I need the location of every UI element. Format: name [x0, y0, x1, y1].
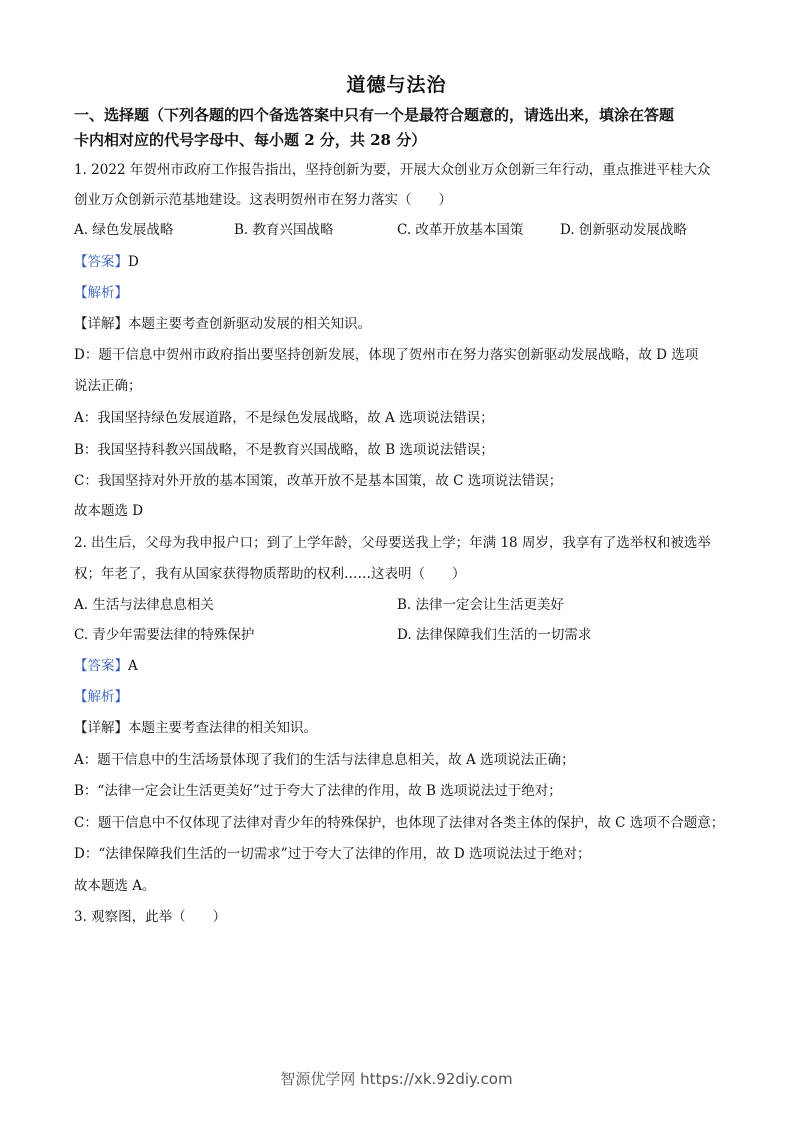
detail-text: 本题主要考查创新驱动发展的相关知识。 [128, 316, 371, 332]
q2-explanation-line: A：题干信息中的生活场景体现了我们的生活与法律息息相关，故 A 选项说法正确； [74, 752, 575, 768]
q1-stem-line-2: 创业万众创新示范基地建设。这表明贺州市在努力落实（ ） [74, 192, 452, 208]
q1-explanation-line: C：我国坚持对外开放的基本国策，改革开放不是基本国策，故 C 选项说法错误； [74, 473, 563, 489]
q2-detail [74, 718, 317, 738]
q2-option-a: A. 生活与法律息息相关 [74, 597, 214, 613]
q2-answer [74, 656, 138, 676]
q1-analysis [74, 283, 128, 303]
section-heading-line-1: 一、选择题（下列各题的四个备选答案中只有一个是最符合题意的，请选出来，填涂在答题 [74, 106, 675, 124]
q1-conclusion: 故本题选 D [74, 503, 144, 519]
q2-explanation-line: D：“法律保障我们生活的一切需求”过于夸大了法律的作用，故 D 选项说法过于绝对； [74, 846, 591, 862]
section-heading-line-2: 卡内相对应的代号字母中、每小题 2 分，共 28 分） [74, 131, 427, 149]
page-title: 道德与法治 [346, 74, 447, 96]
answer-value: D [128, 254, 139, 270]
q2-explanation-line: C：题干信息中不仅体现了法律对青少年的特殊保护，也体现了法律对各类主体的保护，故 C 选项不合题意； [74, 815, 725, 831]
q1-explanation-line: 说法正确； [74, 378, 142, 394]
q1-answer [74, 252, 139, 272]
q1-explanation-line: B：我国坚持科教兴国战略，不是教育兴国战略，故 B 选项说法错误； [74, 442, 494, 458]
analysis-tag: 【解析】 [74, 285, 128, 301]
analysis-tag: 【解析】 [74, 689, 128, 705]
answer-value: A [128, 658, 138, 674]
q2-analysis [74, 687, 128, 707]
q1-option-d: D. 创新驱动发展战略 [560, 222, 687, 238]
q1-detail [74, 314, 371, 334]
answer-tag: 【答案】 [74, 254, 128, 270]
q3-stem-line-1: 3. 观察图，此举（ ） [74, 909, 227, 925]
q1-option-c: C. 改革开放基本国策 [397, 222, 524, 238]
detail-tag: 【详解】 [74, 316, 128, 332]
footer-watermark: 智源优学网 https://xk.92diy.com [280, 1070, 513, 1088]
answer-tag: 【答案】 [74, 658, 128, 674]
q1-option-a: A. 绿色发展战略 [74, 222, 174, 238]
q1-explanation-line: D：题干信息中贺州市政府指出要坚持创新发展，体现了贺州市在努力落实创新驱动发展战略，故 D 选项 [74, 347, 699, 363]
detail-text: 本题主要考查法律的相关知识。 [128, 720, 317, 736]
q2-explanation-line: B：“法律一定会让生活更美好”过于夸大了法律的作用，故 B 选项说法过于绝对； [74, 783, 562, 799]
q2-stem-line-2: 权；年老了，我有从国家获得物质帮助的权利……这表明（ ） [74, 566, 466, 582]
q1-stem-line-1: 1. 2022 年贺州市政府工作报告指出，坚持创新为要，开展大众创业万众创新三年行动，重点推进平桂大众 [74, 162, 711, 178]
detail-tag: 【详解】 [74, 720, 128, 736]
q1-option-b: B. 教育兴国战略 [234, 222, 334, 238]
q1-explanation-line: A：我国坚持绿色发展道路，不是绿色发展战略，故 A 选项说法错误； [74, 410, 494, 426]
q2-option-d: D. 法律保障我们生活的一切需求 [397, 627, 592, 643]
q2-conclusion: 故本题选 A。 [74, 878, 156, 894]
q2-option-c: C. 青少年需要法律的特殊保护 [74, 627, 255, 643]
q2-option-b: B. 法律一定会让生活更美好 [397, 597, 565, 613]
q2-stem-line-1: 2. 出生后，父母为我申报户口；到了上学年龄，父母要送我上学；年满 18 周岁，我享有了选举权和被选举 [74, 535, 711, 551]
